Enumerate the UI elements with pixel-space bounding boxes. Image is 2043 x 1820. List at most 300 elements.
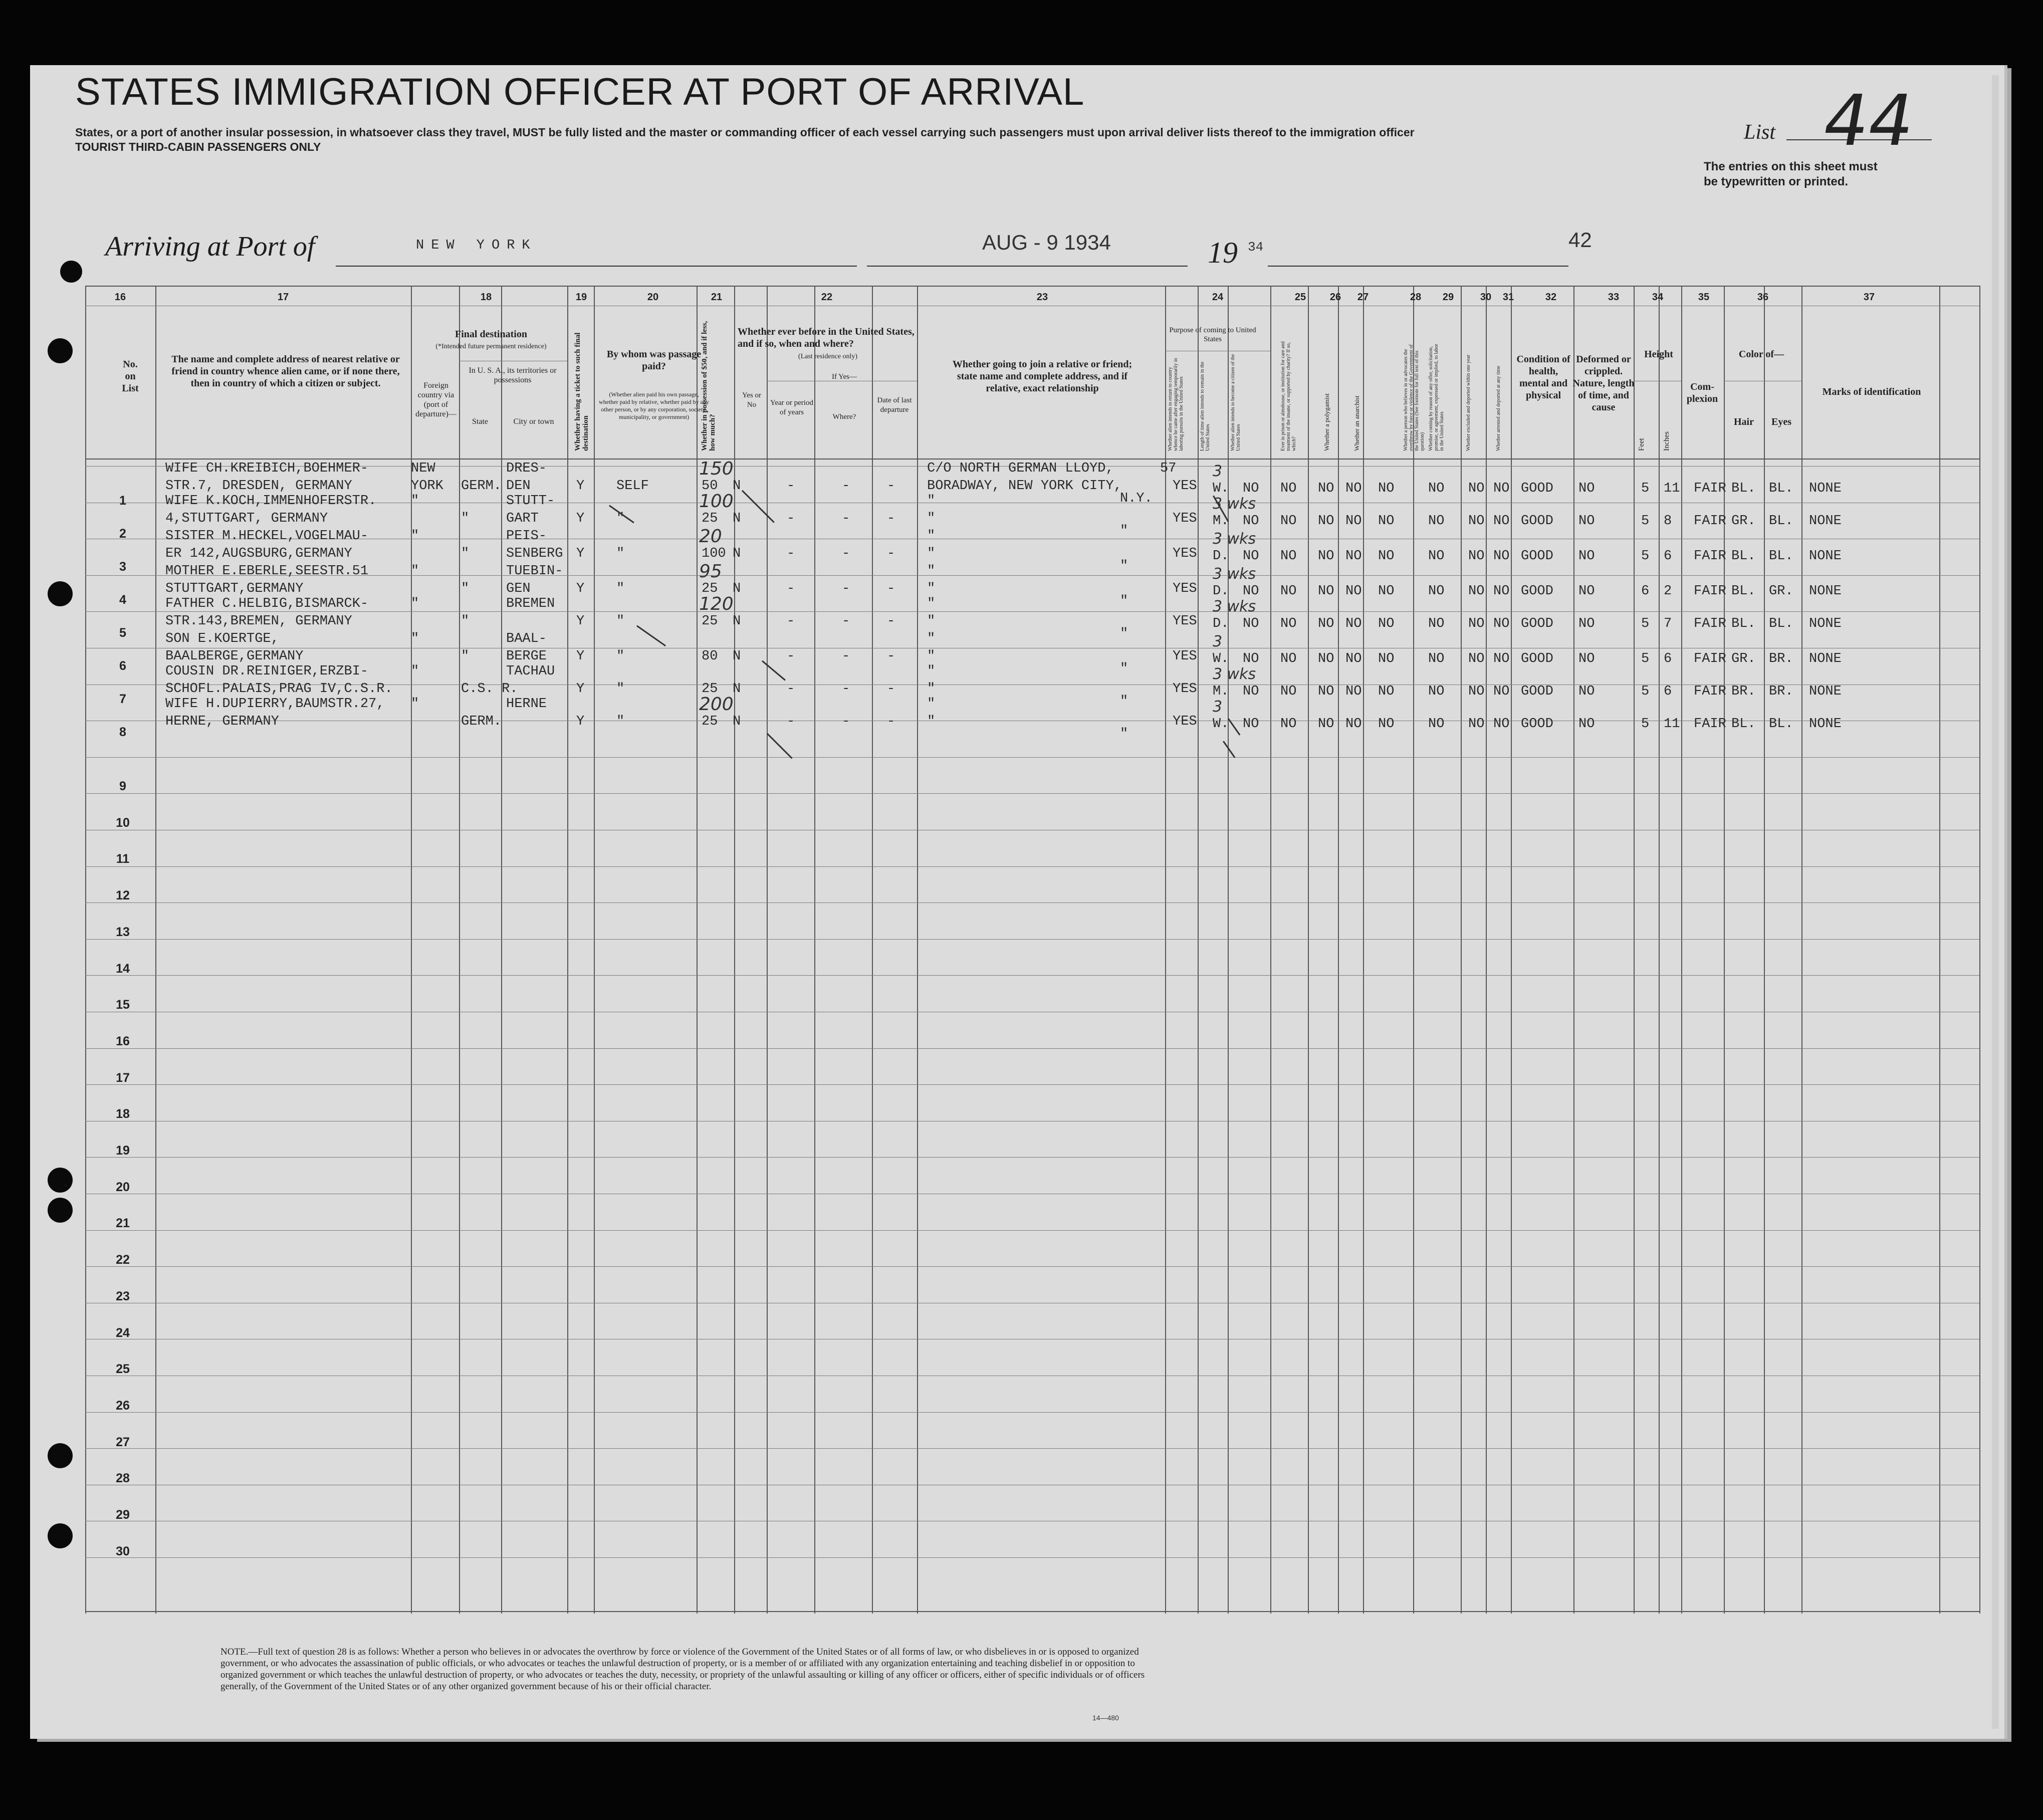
overthrow-flag: NO [1378, 549, 1395, 564]
identification-marks: NONE [1809, 514, 1842, 529]
binder-hole [48, 1443, 73, 1468]
prison-flag: NO [1280, 651, 1297, 666]
excluded-flag: NO [1468, 616, 1485, 631]
col24b-header: Length of time alien intends to remain in the United States [1200, 361, 1211, 451]
year-period: - [787, 681, 795, 697]
col31-header: Whether arrested and deported at any time [1496, 366, 1501, 451]
binder-hole [48, 1198, 73, 1223]
col23-header: Whether going to join a relative or friend; state name and complete address, and if relative, exact relationship [952, 359, 1132, 394]
deformed-flag: NO [1578, 717, 1595, 732]
money-handwritten: 20 [699, 526, 722, 547]
page-subtitle [75, 125, 1415, 154]
grid-vline [872, 286, 873, 1614]
intends-citizen: NO [1243, 549, 1259, 564]
destination-state: GERM. [461, 714, 502, 729]
eye-color: GR. [1769, 584, 1793, 599]
destination-state: " [461, 546, 470, 561]
join-address: " [927, 546, 936, 561]
where: - [842, 511, 850, 526]
relative-line-1: MOTHER E.EBERLE,SEESTR.51 [165, 564, 369, 579]
last-departure: - [887, 614, 895, 629]
health-condition: GOOD [1521, 616, 1553, 631]
col22-title: Whether ever before in the United States, and if so, when and where? [738, 326, 915, 349]
col33-header: Deformed or crippled. Nature, length of time, and cause [1572, 354, 1635, 413]
col26-header: Whether a polygamist [1323, 393, 1330, 451]
money-handwritten: 200 [699, 694, 734, 715]
deported-flag: NO [1493, 684, 1510, 699]
health-condition: GOOD [1521, 651, 1553, 666]
binder-hole [60, 261, 82, 283]
via-port: " [411, 631, 419, 646]
stay-handwritten: 3 wks [1213, 530, 1256, 548]
intends-return: YES [1173, 649, 1197, 664]
stay-length: W. [1213, 481, 1229, 496]
polygamist-flag: NO [1318, 481, 1334, 496]
anarchist-flag: NO [1345, 717, 1362, 732]
join-state: " [1120, 694, 1128, 709]
via-port: " [411, 697, 419, 712]
grid-vline [1198, 286, 1199, 1614]
col18-state: State [472, 417, 488, 426]
col21-header: Whether in possession of $50, and if less, how much? [701, 321, 717, 451]
excluded-flag: NO [1468, 717, 1485, 732]
last-departure: - [887, 581, 895, 596]
deported-flag: NO [1493, 616, 1510, 631]
prison-flag: NO [1280, 514, 1297, 529]
deformed-flag: NO [1578, 514, 1595, 529]
join-relative: " [927, 529, 936, 544]
polygamist-flag: NO [1318, 549, 1334, 564]
where: - [842, 581, 850, 596]
grid-vline [1659, 286, 1660, 1614]
last-departure: - [887, 714, 895, 729]
column-number: 26 [1329, 292, 1341, 303]
via-port: " [411, 564, 419, 579]
offer-labor-flag: NO [1428, 717, 1445, 732]
grid-hline [85, 286, 1979, 287]
prison-flag: NO [1280, 584, 1297, 599]
grid-hline [85, 1084, 1979, 1085]
identification-marks: NONE [1809, 684, 1842, 699]
col36-eyes: Eyes [1771, 416, 1791, 427]
intends-citizen: NO [1243, 616, 1259, 631]
grid-vline [85, 286, 86, 1614]
join-address: BORADWAY, NEW YORK CITY, [927, 479, 1122, 494]
relative-line-1: SON E.KOERTGE, [165, 631, 279, 646]
col32-header: Condition of health, mental and physical [1516, 354, 1570, 401]
intends-citizen: NO [1243, 584, 1259, 599]
join-relative: " [927, 631, 936, 646]
year-period: - [787, 649, 795, 664]
height-inches: 11 [1664, 717, 1680, 732]
year-period: - [787, 511, 795, 526]
join-state: " [1120, 626, 1128, 641]
complexion: FAIR [1694, 584, 1726, 599]
column-number: 19 [575, 292, 587, 303]
binder-hole [48, 1168, 73, 1193]
where: - [842, 649, 850, 664]
eye-color: BL. [1769, 514, 1793, 529]
polygamist-flag: NO [1318, 717, 1334, 732]
passage-paid: " [616, 614, 625, 629]
grid-hline [85, 793, 1979, 794]
height-feet: 5 [1641, 651, 1650, 666]
col22-year: Year or period of years [770, 399, 813, 416]
stay-handwritten: 3 [1213, 698, 1223, 716]
destination-state: " [461, 511, 470, 526]
eye-color: BR. [1769, 684, 1793, 699]
column-number: 24 [1212, 292, 1224, 303]
hair-color: BR. [1731, 684, 1756, 699]
been-before: N [733, 581, 741, 596]
prison-flag: NO [1280, 717, 1297, 732]
grid-vline [1979, 286, 1980, 1614]
hair-color: BL. [1731, 549, 1756, 564]
row-number: 4 [119, 593, 126, 607]
row-number: 22 [116, 1253, 130, 1267]
column-number: 33 [1608, 292, 1620, 303]
intends-citizen: NO [1243, 651, 1259, 666]
last-departure: - [887, 649, 895, 664]
destination-city-2: GEN [506, 581, 531, 596]
hair-color: GR. [1731, 651, 1756, 666]
excluded-flag: NO [1468, 549, 1485, 564]
relative-line-1: COUSIN DR.REINIGER,ERZBI- [165, 664, 369, 679]
anarchist-flag: NO [1345, 549, 1362, 564]
prison-flag: NO [1280, 616, 1297, 631]
grid-hline [85, 1048, 1979, 1049]
prison-flag: NO [1280, 481, 1297, 496]
manifest-sheet [30, 65, 2004, 1739]
passage-paid: SELF [616, 479, 649, 494]
grid-vline [767, 286, 768, 1614]
height-inches: 8 [1664, 514, 1672, 529]
col24-title: Purpose of coming to United States [1169, 326, 1256, 343]
money-amount: 25 [702, 614, 718, 629]
offer-labor-flag: NO [1428, 684, 1445, 699]
stay-handwritten: 3 wks [1213, 495, 1256, 513]
height-feet: 5 [1641, 549, 1650, 564]
year-prefix: 19 [1208, 236, 1238, 269]
subtitle-line: TOURIST THIRD-CABIN PASSENGERS ONLY [75, 140, 321, 153]
year-period: - [787, 614, 795, 629]
deformed-flag: NO [1578, 651, 1595, 666]
row-number: 11 [116, 852, 130, 866]
ticket-flag: Y [576, 511, 585, 526]
grid-vline [1634, 286, 1635, 1614]
col37-header: Marks of identification [1822, 386, 1921, 397]
been-before: N [733, 614, 741, 629]
height-feet: 5 [1641, 684, 1650, 699]
overthrow-flag: NO [1378, 651, 1395, 666]
relative-line-2: ER 142,AUGSBURG,GERMANY [165, 546, 352, 561]
excluded-flag: NO [1468, 651, 1485, 666]
complexion: FAIR [1694, 481, 1726, 496]
grid-hline [85, 1611, 1979, 1612]
grid-hline [85, 1448, 1979, 1449]
relative-line-2: HERNE, GERMANY [165, 714, 279, 729]
row-number: 20 [116, 1180, 130, 1194]
height-feet: 6 [1641, 584, 1650, 599]
row-number: 9 [119, 779, 126, 793]
year-period: - [787, 581, 795, 596]
column-number: 37 [1863, 292, 1875, 303]
list-label: List [1744, 121, 1776, 144]
complexion: FAIR [1694, 684, 1726, 699]
col34-inches: Inches [1663, 431, 1671, 451]
row-number: 10 [116, 816, 130, 830]
grid-hline [85, 1412, 1979, 1413]
col24c-header: Whether alien intends to become a citizen of the United States [1230, 354, 1241, 451]
intends-citizen: NO [1243, 717, 1259, 732]
health-condition: GOOD [1521, 717, 1553, 732]
intends-return: YES [1173, 614, 1197, 629]
grid-hline [85, 575, 1979, 576]
destination-city: TUEBIN- [506, 564, 563, 579]
grid-vline [1573, 286, 1574, 1614]
destination-city: HERNE [506, 697, 547, 712]
grid-hline [85, 902, 1979, 903]
polygamist-flag: NO [1318, 514, 1334, 529]
deformed-flag: NO [1578, 549, 1595, 564]
grid-vline [814, 286, 815, 1614]
column-number: 20 [647, 292, 659, 303]
row-number: 28 [116, 1471, 130, 1485]
complexion: FAIR [1694, 514, 1726, 529]
grid-vline [1270, 286, 1271, 1614]
col17-header: The name and complete address of nearest relative or friend in country whence alien came, or if none there, then in country of which a citizen or subject. [171, 354, 400, 389]
offer-labor-flag: NO [1428, 481, 1445, 496]
height-inches: 2 [1664, 584, 1672, 599]
deported-flag: NO [1493, 584, 1510, 599]
identification-marks: NONE [1809, 481, 1842, 496]
passage-paid: " [616, 714, 625, 729]
row-number: 21 [116, 1216, 130, 1230]
height-inches: 6 [1664, 684, 1672, 699]
column-number: 29 [1442, 292, 1454, 303]
hair-color: GR. [1731, 514, 1756, 529]
row-number: 2 [119, 527, 126, 541]
health-condition: GOOD [1521, 549, 1553, 564]
stay-handwritten: 3 wks [1213, 565, 1256, 583]
grid-hline [85, 866, 1979, 867]
arriving-label: Arriving at Port of [105, 231, 315, 262]
column-number: 35 [1698, 292, 1710, 303]
ticket-flag: Y [576, 681, 585, 697]
col18-city: City or town [513, 417, 554, 426]
height-feet: 5 [1641, 481, 1650, 496]
join-address: " [927, 681, 936, 697]
money-amount: 100 [702, 546, 726, 561]
overthrow-flag: NO [1378, 584, 1395, 599]
passage-paid: " [616, 581, 625, 596]
row-number: 19 [116, 1144, 130, 1158]
polygamist-flag: NO [1318, 584, 1334, 599]
been-before: N [733, 681, 741, 697]
grid-hline [85, 975, 1979, 976]
year-underline [1268, 266, 1568, 267]
grid-hline [85, 757, 1979, 758]
via-port-2: YORK [411, 479, 443, 494]
row-number: 3 [119, 560, 126, 574]
join-relative: " [927, 596, 936, 611]
height-inches: 6 [1664, 549, 1672, 564]
health-condition: GOOD [1521, 684, 1553, 699]
last-departure: - [887, 479, 895, 494]
intends-return: YES [1173, 714, 1197, 729]
eye-color: BL. [1769, 717, 1793, 732]
arriving-underline [336, 266, 857, 267]
eye-color: BR. [1769, 651, 1793, 666]
relative-line-1: WIFE H.DUPIERRY,BAUMSTR.27, [165, 697, 385, 712]
row-number: 12 [116, 888, 130, 902]
grid-vline [567, 286, 568, 1614]
relative-line-2: STUTTGART,GERMANY [165, 581, 304, 596]
relative-line-1: WIFE K.KOCH,IMMENHOFERSTR. [165, 494, 377, 509]
stay-handwritten: 3 [1213, 463, 1223, 480]
row-number: 16 [116, 1034, 130, 1048]
row-number: 30 [116, 1544, 130, 1558]
column-number: 23 [1036, 292, 1048, 303]
stay-length: W. [1213, 717, 1229, 732]
via-port: " [411, 596, 419, 611]
grid-vline [1801, 286, 1802, 1614]
identification-marks: NONE [1809, 616, 1842, 631]
excluded-flag: NO [1468, 584, 1485, 599]
where: - [842, 681, 850, 697]
eye-color: BL. [1769, 616, 1793, 631]
grid-hline [85, 1230, 1979, 1231]
where: - [842, 479, 850, 494]
ticket-flag: Y [576, 614, 585, 629]
column-number: 31 [1502, 292, 1514, 303]
hair-color: BL. [1731, 616, 1756, 631]
anarchist-flag: NO [1345, 481, 1362, 496]
join-address: " [927, 511, 936, 526]
money-amount: 25 [702, 581, 718, 596]
destination-city: PEIS- [506, 529, 547, 544]
money-handwritten: 150 [699, 459, 734, 479]
column-number: 28 [1410, 292, 1422, 303]
join-number: 57 [1160, 461, 1177, 476]
column-number: 34 [1652, 292, 1664, 303]
stay-length: W. [1213, 651, 1229, 666]
overthrow-flag: NO [1378, 514, 1395, 529]
column-number: 27 [1357, 292, 1369, 303]
join-state: " [1120, 727, 1128, 742]
col29-header: Whether coming by reason of any offer, solicitation, promise, or agreement, expressed or implied, to labor in the United States [1428, 344, 1445, 451]
join-relative: " [927, 564, 936, 579]
col30-header: Whether excluded and deported within one year [1466, 354, 1471, 451]
ticket-flag: Y [576, 649, 585, 664]
health-condition: GOOD [1521, 481, 1553, 496]
column-number: 18 [480, 292, 492, 303]
via-port: " [411, 664, 419, 679]
col22-ifyes: If Yes— [831, 373, 857, 381]
overthrow-flag: NO [1378, 616, 1395, 631]
height-feet: 5 [1641, 616, 1650, 631]
money-amount: 25 [702, 511, 718, 526]
col20-title: By whom was passage paid? [606, 349, 702, 372]
binder-hole [48, 581, 73, 606]
row-number: 26 [116, 1399, 130, 1413]
stay-handwritten: 3 [1213, 633, 1223, 650]
intends-return: YES [1173, 581, 1197, 596]
binder-hole [48, 338, 73, 363]
where: - [842, 714, 850, 729]
join-state: " [1120, 559, 1128, 574]
deformed-flag: NO [1578, 684, 1595, 699]
row-number: 7 [119, 692, 126, 706]
column-number: 36 [1757, 292, 1769, 303]
destination-city: TACHAU [506, 664, 555, 679]
prison-flag: NO [1280, 684, 1297, 699]
row-number: 24 [116, 1326, 130, 1340]
row-number: 1 [119, 494, 126, 508]
excluded-flag: NO [1468, 514, 1485, 529]
relative-line-2: 4,STUTTGART, GERMANY [165, 511, 328, 526]
join-address: " [927, 614, 936, 629]
year-period: - [787, 714, 795, 729]
row-number: 15 [116, 998, 130, 1012]
col36-hair: Hair [1734, 416, 1754, 427]
via-port: " [411, 529, 419, 544]
complexion: FAIR [1694, 616, 1726, 631]
ticket-flag: Y [576, 546, 585, 561]
column-number: 22 [821, 292, 833, 303]
eye-color: BL. [1769, 549, 1793, 564]
form-number: 14—480 [1092, 1714, 1119, 1722]
last-departure: - [887, 546, 895, 561]
col18-foreign: Foreign country via (port of departure)— [415, 381, 457, 418]
sheet-number: 42 [1568, 228, 1592, 252]
been-before: N [733, 649, 741, 664]
offer-labor-flag: NO [1428, 584, 1445, 599]
where: - [842, 614, 850, 629]
col27-header: Whether an anarchist [1353, 395, 1360, 451]
complexion: FAIR [1694, 549, 1726, 564]
relative-line-2: STR.143,BREMEN, GERMANY [165, 614, 352, 629]
grid-vline [697, 286, 698, 1614]
stay-length: M. [1213, 684, 1229, 699]
row-number: 17 [116, 1071, 130, 1085]
year-suffix: 34 [1248, 240, 1264, 255]
passage-paid: " [616, 546, 625, 561]
deformed-flag: NO [1578, 584, 1595, 599]
grid-vline [594, 286, 595, 1614]
been-before: N [733, 546, 741, 561]
grid-hline [85, 1266, 1979, 1267]
join-address: " [927, 714, 936, 729]
overthrow-flag: NO [1378, 684, 1395, 699]
relative-line-1: SISTER M.HECKEL,VOGELMAU- [165, 529, 369, 544]
col25-header: Ever in prison or almshouse, or institution for care and treatment of the insane, or supported by charity? If so, which? [1280, 341, 1297, 451]
money-handwritten: 95 [699, 561, 722, 582]
sheet-edge [1992, 75, 1999, 1729]
col28-header: Whether a person who believes in or advocates the overthrow by force or violence of the Government of the United States (See footnote for full text of this question) [1403, 344, 1425, 451]
grid-vline [1413, 286, 1414, 1614]
overthrow-flag: NO [1378, 717, 1395, 732]
row-number: 25 [116, 1362, 130, 1376]
join-relative: " [927, 494, 936, 509]
relative-line-2: BAALBERGE,GERMANY [165, 649, 304, 664]
grid-vline [1511, 286, 1512, 1614]
port-name: NEW YORK [416, 238, 537, 253]
offer-labor-flag: NO [1428, 616, 1445, 631]
deported-flag: NO [1493, 717, 1510, 732]
stay-length: D. [1213, 616, 1229, 631]
row-number: 18 [116, 1107, 130, 1121]
